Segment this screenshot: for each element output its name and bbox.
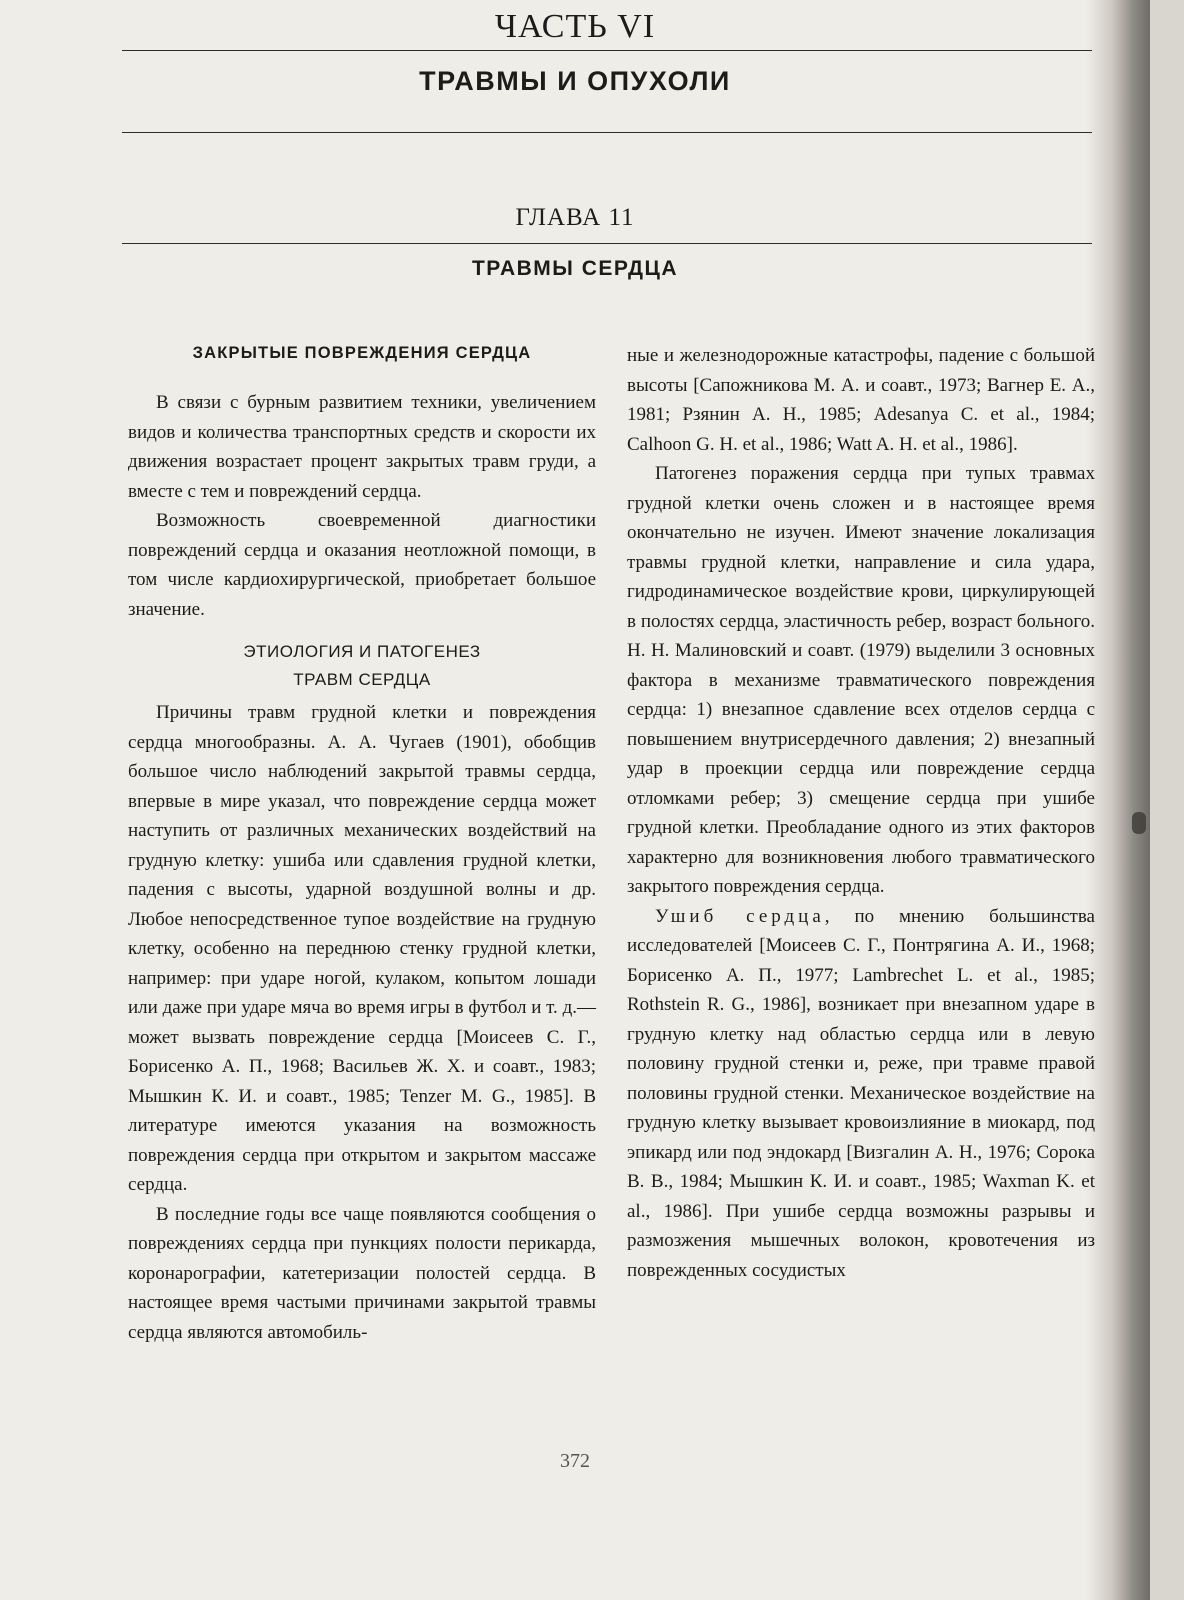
part-title: ТРАВМЫ И ОПУХОЛИ bbox=[419, 66, 731, 96]
subsection-heading bbox=[128, 638, 596, 694]
subsection-heading-line: ЭТИОЛОГИЯ И ПАТОГЕНЕЗ bbox=[243, 642, 481, 661]
right-column bbox=[627, 341, 1095, 1285]
header-rule-bottom bbox=[122, 132, 1092, 133]
left-column bbox=[128, 340, 596, 1347]
paragraph: Возможность своевременной диагностики повреждений сердца и оказания неотложной помощи, в том числе кардиохирургической, приобретает большое значение. bbox=[128, 510, 596, 620]
chapter-rule bbox=[122, 243, 1092, 244]
section-heading: ЗАКРЫТЫЕ ПОВРЕЖДЕНИЯ СЕРДЦА bbox=[192, 344, 532, 362]
paragraph bbox=[627, 902, 1095, 1286]
paragraph: Патогенез поражения сердца при тупых травмах грудной клетки очень сложен и в настоящее время окончательно не изучен. Имеют значение локализация травмы грудной клетки, направление и сила удара, гидродинамическое воздействие крови, циркулирующей в полостях сердца, эластичность ребер, возраст больного. Н. Н. Малиновский и соавт. (1979) выделили 3 основных фактора в механизме травматического повреждения сердца: 1) внезапное сдавление всех отделов сердца с повышением внутрисердечного давления; 2) внезапный удар в проекции сердца или повреждение сердца отломками ребер; 3) смещение сердца при ушибе грудной клетки. Преобладание одного из этих факторов характерно для возникновения любого травматического закрытого повреждения сердца. bbox=[627, 463, 1095, 897]
paragraph: В связи с бурным развитием техники, увеличением видов и количества транспортных средств и скорости их движения возрастает процент закрытых травм груди, а вместе с тем и повреждений сердца. bbox=[128, 392, 596, 502]
paragraph-text: , по мнению большинства исследователей [Моисеев С. Г., Понтрягина А. И., 1968; Борисенко А. П., 1977; Lambrechet L. et al., 1985; Rothstein R. G., 1986], возникает при внезапном ударе в грудную клетку над областью сердца или в левую половину грудной стенки и, реже, при травме правой половины грудной стенки. Механическое воздействие на грудную клетку вызывает кровоизлияние в миокард, под эпикард или под эндокард [Визгалин А. Н., 1976; Сорока В. В., 1984; Мышкин К. И. и соавт., 1985; Waxman K. et al., 1986]. При ушибе сердца возможны разрывы и размозжения мышечных волокон, кровотечения из поврежденных сосудистых bbox=[627, 905, 1095, 1281]
part-label: ЧАСТЬ VI bbox=[494, 8, 656, 45]
subsection-heading-line: ТРАВМ СЕРДЦА bbox=[293, 670, 431, 689]
chapter-title: ТРАВМЫ СЕРДЦА bbox=[471, 257, 679, 280]
chapter-label: ГЛАВА 11 bbox=[515, 204, 635, 231]
paragraph: ные и железнодорожные катастрофы, падение с большой высоты [Сапожникова М. А. и соавт., 1973; Вагнер Е. А., 1981; Рзянин А. Н., 1985; Adesanya C. et al., 1984; Calhoon G. H. et al., 1986; Watt A. H. et al., 1986]. bbox=[627, 345, 1095, 455]
term-emphasis: Ушиб сердца bbox=[655, 905, 825, 927]
page-number: 372 bbox=[560, 1450, 590, 1472]
book-spine-shadow bbox=[1086, 0, 1150, 1600]
paragraph: Причины травм грудной клетки и повреждения сердца многообразны. А. А. Чугаев (1901), обобщив большое число наблюдений закрытой травмы сердца, впервые в мире указал, что повреждение сердца может наступить от различных механических воздействий на грудную клетку: ушиба или сдавления грудной клетки, падения с высоты, ударной воздушной волны и др. Любое непосредственное тупое воздействие на грудную клетку, особенно на переднюю стенку грудной клетки, например: при ударе ногой, кулаком, копытом лошади или даже при ударе мяча во время игры в футбол и т. д.— может вызвать повреждение сердца [Моисеев С. Г., Борисенко А. П., 1968; Васильев Ж. Х. и соавт., 1983; Мышкин К. И. и соавт., 1985; Tenzer M. G., 1985]. В литературе имеются указания на возможность повреждения сердца при открытом и закрытом массаже сердца. bbox=[128, 702, 596, 1195]
header-rule-top bbox=[122, 50, 1092, 51]
paragraph: В последние годы все чаще появляются сообщения о повреждениях сердца при пункциях полости перикарда, коронарографии, катетеризации полостей сердца. В настоящее время частыми причинами закрытой травмы сердца являются автомобиль- bbox=[128, 1203, 596, 1343]
page-edge-mark bbox=[1132, 812, 1146, 834]
